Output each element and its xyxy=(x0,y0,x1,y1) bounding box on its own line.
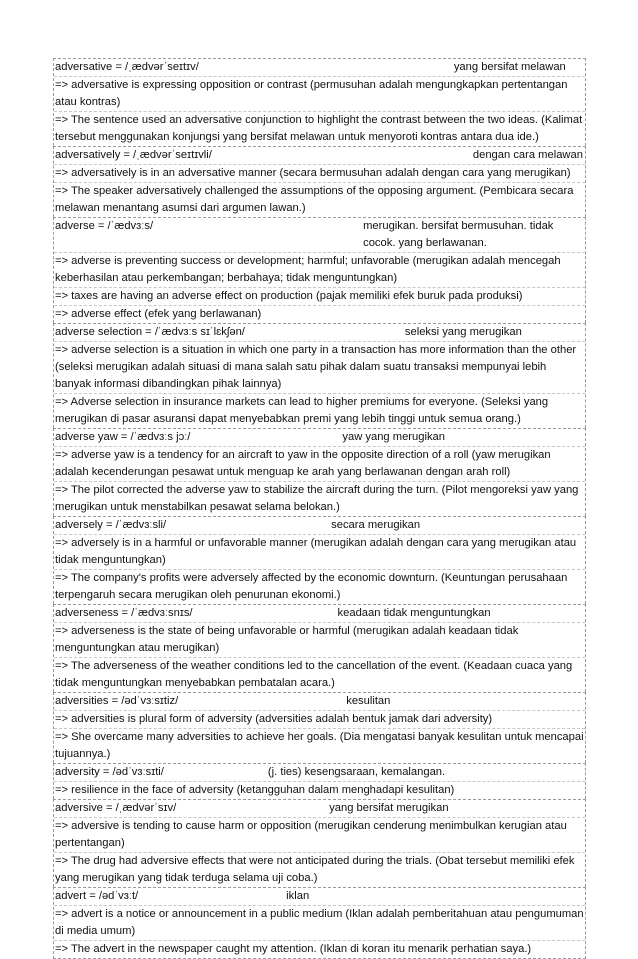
entry-headword-line xyxy=(54,429,585,446)
entry-line: => The company's profits were adversely affected by the economic downturn. (Keuntungan perusahaan terpengaruh secara merugikan oleh penurunan ekonomi.) xyxy=(54,569,585,604)
entry-term: adversely = /ˈædvɜːsli/ xyxy=(55,519,167,531)
entry-gloss: yang bersifat merugikan xyxy=(329,802,449,814)
entry-line: => adverse yaw is a tendency for an aircraft to yaw in the opposite direction of a roll (yaw merugikan adalah kecenderungan pesawat untuk menguap ke arah yang berlawanan dengan arah roll) xyxy=(54,446,585,481)
entry-line: => taxes are having an adverse effect on production (pajak memiliki efek buruk pada produksi) xyxy=(54,287,585,305)
dictionary-entry xyxy=(53,428,586,516)
entry-term: adversative = /ˌædvərˈseɪtɪv/ xyxy=(55,61,199,73)
entry-headword-line xyxy=(54,800,585,817)
dictionary-entry xyxy=(53,323,586,428)
dictionary-entry xyxy=(53,799,586,887)
entry-headword-line xyxy=(54,324,585,341)
dictionary-entry xyxy=(53,763,586,799)
entry-term: adverse selection = /ˈædvɜːs sɪˈlɛkʃən/ xyxy=(55,326,245,338)
entry-line: => adverseness is the state of being unfavorable or harmful (merugikan adalah keadaan tidak menguntungkan atau merugikan) xyxy=(54,622,585,657)
dictionary-entry xyxy=(53,887,586,959)
entry-term: adverseness = /ˈædvɜːsnɪs/ xyxy=(55,607,193,619)
entry-term: adverse yaw = /ˈædvɜːs jɔː/ xyxy=(55,431,191,443)
entry-line: => The speaker adversatively challenged the assumptions of the opposing argument. (Pembicara secara melawan menantang asumsi dari argumen lawan.) xyxy=(54,182,585,217)
entry-line: => adversatively is in an adversative manner (secara bermusuhan adalah dengan cara yang merugikan) xyxy=(54,164,585,182)
entry-gloss: secara merugikan xyxy=(331,519,421,531)
entry-line: => adverse effect (efek yang berlawanan) xyxy=(54,305,585,323)
entry-line: => resilience in the face of adversity (ketangguhan dalam menghadapi kesulitan) xyxy=(54,781,585,799)
entry-gloss: kesulitan xyxy=(346,695,391,707)
dictionary-entry xyxy=(53,217,586,323)
entry-gloss: merugikan. bersifat bermusuhan. tidak cocok. yang berlawanan. xyxy=(363,220,554,249)
entry-gloss: iklan xyxy=(286,890,310,902)
dictionary-entry xyxy=(53,692,586,763)
dictionary-entry xyxy=(53,58,586,146)
entry-headword-line xyxy=(54,218,585,252)
entry-line: => The advert in the newspaper caught my attention. (Iklan di koran itu menarik perhatian saya.) xyxy=(54,940,585,958)
entry-line: => The drug had adversive effects that were not anticipated during the trials. (Obat tersebut memiliki efek yang merugikan yang tidak terduga selama uji coba.) xyxy=(54,852,585,887)
entry-line: => adversive is tending to cause harm or opposition (merugikan cenderung menimbulkan kerugian atau pertentangan) xyxy=(54,817,585,852)
entry-headword-line xyxy=(54,888,585,905)
dictionary-entry xyxy=(53,516,586,604)
entry-headword-line xyxy=(54,693,585,710)
entry-headword-line xyxy=(54,517,585,534)
entry-line: => She overcame many adversities to achieve her goals. (Dia mengatasi banyak kesulitan untuk mencapai tujuannya.) xyxy=(54,728,585,763)
entry-line: => advert is a notice or announcement in a public medium (Iklan adalah pemberitahuan atau pengumuman di media umum) xyxy=(54,905,585,940)
entry-headword-line xyxy=(54,605,585,622)
entry-gloss: keadaan tidak menguntungkan xyxy=(337,607,491,619)
entry-line: => adverse selection is a situation in which one party in a transaction has more information than the other (seleksi merugikan adalah situasi di mana salah satu pihak dalam suatu transaksi mempunyai lebih banyak informasi dibandingkan pihak lainnya) xyxy=(54,341,585,393)
entry-headword-line xyxy=(54,764,585,781)
entry-term: adverse = /ˈædvɜːs/ xyxy=(55,220,154,232)
entry-line: => adversely is in a harmful or unfavorable manner (merugikan adalah dengan cara yang merugikan atau tidak menguntungkan) xyxy=(54,534,585,569)
entry-headword-line xyxy=(54,59,585,76)
entry-line: => The pilot corrected the adverse yaw to stabilize the aircraft during the turn. (Pilot mengoreksi yaw yang merugikan untuk menstabilkan pesawat selama belokan.) xyxy=(54,481,585,516)
entry-gloss: seleksi yang merugikan xyxy=(404,326,522,338)
entry-headword-line xyxy=(54,147,585,164)
entry-term: adversatively = /ˌædvərˈseɪtɪvli/ xyxy=(55,149,212,161)
dictionary-entry xyxy=(53,604,586,692)
entry-term: adversity = /ədˈvɜːsɪti/ xyxy=(55,766,164,778)
entry-gloss: yang bersifat melawan xyxy=(453,61,566,73)
entry-line: => Adverse selection in insurance markets can lead to higher premiums for everyone. (Seleksi yang merugikan di pasar asuransi dapat menyebabkan premi yang lebih tinggi untuk semua orang.) xyxy=(54,393,585,428)
entry-term: adversive = /ˌædvərˈsɪv/ xyxy=(55,802,177,814)
entry-line: => The adverseness of the weather conditions led to the cancellation of the event. (Keadaan cuaca yang tidak menguntungkan menyebabkan pembatalan acara.) xyxy=(54,657,585,692)
entry-gloss: yaw yang merugikan xyxy=(342,431,445,443)
entry-term: adversities = /ədˈvɜːsɪtiz/ xyxy=(55,695,179,707)
entry-term: advert = /ədˈvɜːt/ xyxy=(55,890,139,902)
entry-line: => The sentence used an adversative conjunction to highlight the contrast between the two ideas. (Kalimat tersebut menggunakan konjungsi yang bersifat melawan untuk menyoroti kontras antara dua ide.) xyxy=(54,111,585,146)
entry-line: => adverse is preventing success or development; harmful; unfavorable (merugikan adalah mencegah keberhasilan atau perkembangan; berbahaya; tidak menguntungkan) xyxy=(54,252,585,287)
dictionary-document xyxy=(53,58,586,959)
entry-line: => adversative is expressing opposition or contrast (permusuhan adalah mengungkapkan pertentangan atau kontras) xyxy=(54,76,585,111)
entry-gloss: (j. ties) kesengsaraan, kemalangan. xyxy=(267,766,446,778)
dictionary-entry xyxy=(53,146,586,217)
entry-line: => adversities is plural form of adversity (adversities adalah bentuk jamak dari adversity) xyxy=(54,710,585,728)
entry-gloss: dengan cara melawan xyxy=(472,149,583,161)
